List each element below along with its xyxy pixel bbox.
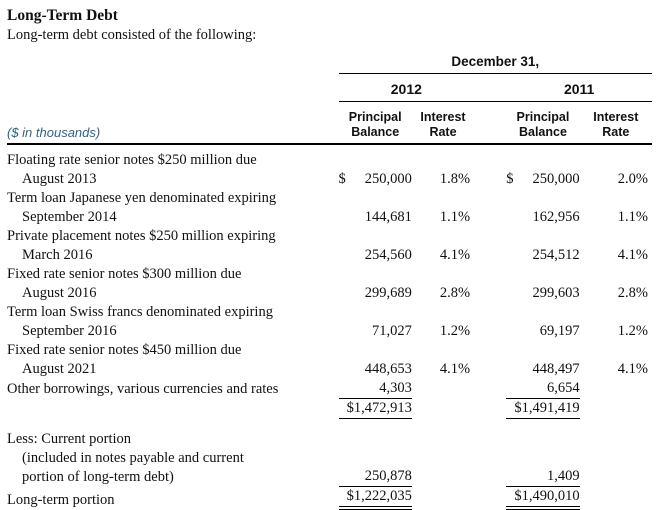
balance-amount: [339, 360, 412, 379]
column-gap: [474, 265, 506, 303]
balance-value: $1,472,913: [346, 400, 412, 416]
row-label: [7, 399, 339, 419]
principal-balance-cell: [506, 487, 579, 510]
balance-value: 144,681: [364, 209, 412, 225]
principal-balance-cell: [506, 227, 579, 265]
principal-balance-cell: [506, 379, 579, 399]
row-label-line: Less: Current portion: [7, 431, 132, 447]
interest-rate-cell: 1.2%: [617, 323, 648, 339]
balance-value: 448,497: [532, 361, 580, 377]
interest-rate-cell: [580, 379, 652, 399]
balance-amount: [339, 379, 412, 399]
balance-amount: [506, 246, 579, 265]
principal-balance-cell: [339, 144, 412, 189]
row-label-line: Other borrowings, various currencies and rates: [7, 381, 279, 397]
interest-rate-cell: [412, 430, 474, 487]
principal-balance-cell: [339, 430, 412, 487]
table-row: [7, 189, 652, 227]
row-label: [7, 303, 339, 341]
row-label-line: portion of long-term debt): [22, 469, 174, 485]
row-label-line: August 2016: [22, 285, 97, 301]
column-header-principal-2011: Principal Balance: [506, 102, 579, 145]
principal-balance-cell: [339, 189, 412, 227]
row-label-line: (included in notes payable and current: [22, 450, 244, 466]
balance-amount: [506, 170, 579, 189]
balance-value: 250,000: [532, 171, 580, 187]
year-header-spacer: [7, 74, 339, 102]
balance-amount: [506, 322, 579, 341]
balance-value: $1,491,419: [514, 400, 580, 416]
balance-value: 6,654: [546, 380, 580, 396]
balance-amount: [339, 487, 412, 510]
row-label-line: September 2014: [22, 209, 117, 225]
interest-rate-cell: 4.1%: [439, 247, 471, 263]
balance-value: 254,560: [364, 247, 412, 263]
balance-amount: [339, 246, 412, 265]
table-row: [7, 430, 652, 487]
table-row: [7, 303, 652, 341]
interest-rate-cell: [580, 399, 652, 419]
column-gap: [474, 487, 506, 510]
interest-rate-cell: 2.8%: [439, 285, 471, 301]
dollar-sign: $: [338, 171, 346, 187]
balance-amount: [339, 322, 412, 341]
row-label: [7, 430, 339, 487]
year-header-gap: [474, 74, 506, 102]
row-label: [7, 341, 339, 379]
balance-amount: [506, 208, 579, 227]
interest-rate-cell: [412, 379, 474, 399]
row-label: [7, 189, 339, 227]
column-gap: [474, 399, 506, 419]
column-header-rate-2011: Interest Rate: [580, 102, 652, 145]
table-body: [7, 144, 652, 510]
balance-amount: [339, 399, 412, 419]
row-label-line: Fixed rate senior notes $450 million due: [7, 342, 242, 358]
principal-balance-cell: [506, 399, 579, 419]
interest-rate-cell: [412, 399, 474, 419]
column-gap: [474, 227, 506, 265]
principal-balance-cell: [506, 303, 579, 341]
row-label-line: September 2016: [22, 323, 117, 339]
column-gap: [474, 144, 506, 189]
interest-rate-cell: 1.1%: [439, 209, 471, 225]
principal-balance-cell: [339, 265, 412, 303]
units-note: ($ in thousands): [7, 102, 339, 145]
table-row: [7, 399, 652, 419]
page-subtitle: Long-term debt consisted of the following:: [7, 27, 257, 43]
row-label-line: Private placement notes $250 million expiring: [7, 228, 276, 244]
balance-value: 299,603: [532, 285, 580, 301]
interest-rate-cell: 4.1%: [439, 361, 471, 377]
column-header-gap: [474, 102, 506, 145]
principal-balance-cell: [339, 227, 412, 265]
table-row: [7, 265, 652, 303]
table-row: [7, 487, 652, 510]
balance-amount: [339, 170, 412, 189]
date-header-row: [7, 54, 652, 74]
year-header-2012: 2012: [339, 74, 475, 102]
interest-rate-cell: 1.8%: [439, 171, 471, 187]
principal-balance-cell: [506, 189, 579, 227]
balance-amount: [506, 379, 579, 399]
table-row: [7, 227, 652, 265]
principal-balance-cell: [339, 341, 412, 379]
balance-amount: [506, 467, 579, 487]
balance-amount: [506, 399, 579, 419]
row-label-line: March 2016: [22, 247, 93, 263]
date-header: December 31,: [339, 54, 652, 74]
interest-rate-cell: 4.1%: [617, 361, 648, 377]
principal-balance-cell: [506, 265, 579, 303]
row-label-line: Floating rate senior notes $250 million due: [7, 152, 257, 168]
section-spacer: [7, 419, 652, 430]
balance-value: 69,197: [539, 323, 580, 339]
interest-rate-cell: 2.0%: [617, 171, 648, 187]
balance-value: 71,027: [371, 323, 412, 339]
table-row: [7, 341, 652, 379]
principal-balance-cell: [339, 379, 412, 399]
table-row: [7, 379, 652, 399]
balance-value: 162,956: [532, 209, 580, 225]
column-header-principal-2012: Principal Balance: [339, 102, 412, 145]
interest-rate-cell: [580, 430, 652, 487]
column-gap: [474, 341, 506, 379]
interest-rate-cell: 1.1%: [617, 209, 648, 225]
principal-balance-cell: [506, 341, 579, 379]
principal-balance-cell: [506, 144, 579, 189]
year-header-row: [7, 74, 652, 102]
row-label-line: Long-term portion: [7, 492, 115, 508]
principal-balance-cell: [339, 487, 412, 510]
row-label-line: Fixed rate senior notes $300 million due: [7, 266, 242, 282]
column-gap: [474, 189, 506, 227]
column-gap: [474, 430, 506, 487]
row-label-line: Term loan Japanese yen denominated expiring: [7, 190, 277, 206]
long-term-debt-table: [7, 54, 652, 510]
row-label: [7, 379, 339, 399]
row-label: [7, 487, 339, 510]
spacer-cell: [7, 419, 652, 430]
column-gap: [474, 379, 506, 399]
interest-rate-cell: [580, 487, 652, 510]
balance-value: 299,689: [364, 285, 412, 301]
column-header-rate-2012: Interest Rate: [412, 102, 474, 145]
balance-amount: [339, 467, 412, 487]
row-label: [7, 144, 339, 189]
row-label: [7, 265, 339, 303]
balance-amount: [339, 208, 412, 227]
interest-rate-cell: 1.2%: [439, 323, 471, 339]
column-header-row: [7, 102, 652, 145]
balance-amount: [339, 284, 412, 303]
balance-amount: [506, 284, 579, 303]
column-gap: [474, 303, 506, 341]
balance-value: 1,409: [546, 468, 580, 484]
row-label-line: Term loan Swiss francs denominated expiring: [7, 304, 273, 320]
balance-value: 250,000: [364, 171, 412, 187]
date-header-spacer: [7, 54, 339, 74]
interest-rate-cell: 4.1%: [617, 247, 648, 263]
row-label-line: August 2013: [22, 171, 97, 187]
table-row: [7, 144, 652, 189]
balance-value: $1,490,010: [514, 488, 580, 504]
row-label: [7, 227, 339, 265]
page-title: Long-Term Debt: [7, 7, 118, 24]
year-header-2011: 2011: [506, 74, 652, 102]
interest-rate-cell: [412, 487, 474, 510]
balance-amount: [506, 360, 579, 379]
balance-value: 254,512: [532, 247, 580, 263]
principal-balance-cell: [339, 399, 412, 419]
balance-value: $1,222,035: [346, 488, 412, 504]
principal-balance-cell: [506, 430, 579, 487]
row-label-line: August 2021: [22, 361, 97, 377]
balance-value: 4,303: [379, 380, 412, 396]
interest-rate-cell: 2.8%: [617, 285, 648, 301]
principal-balance-cell: [339, 303, 412, 341]
balance-value: 250,878: [364, 468, 412, 484]
balance-value: 448,653: [364, 361, 412, 377]
dollar-sign: $: [506, 171, 514, 187]
balance-amount: [506, 487, 579, 510]
